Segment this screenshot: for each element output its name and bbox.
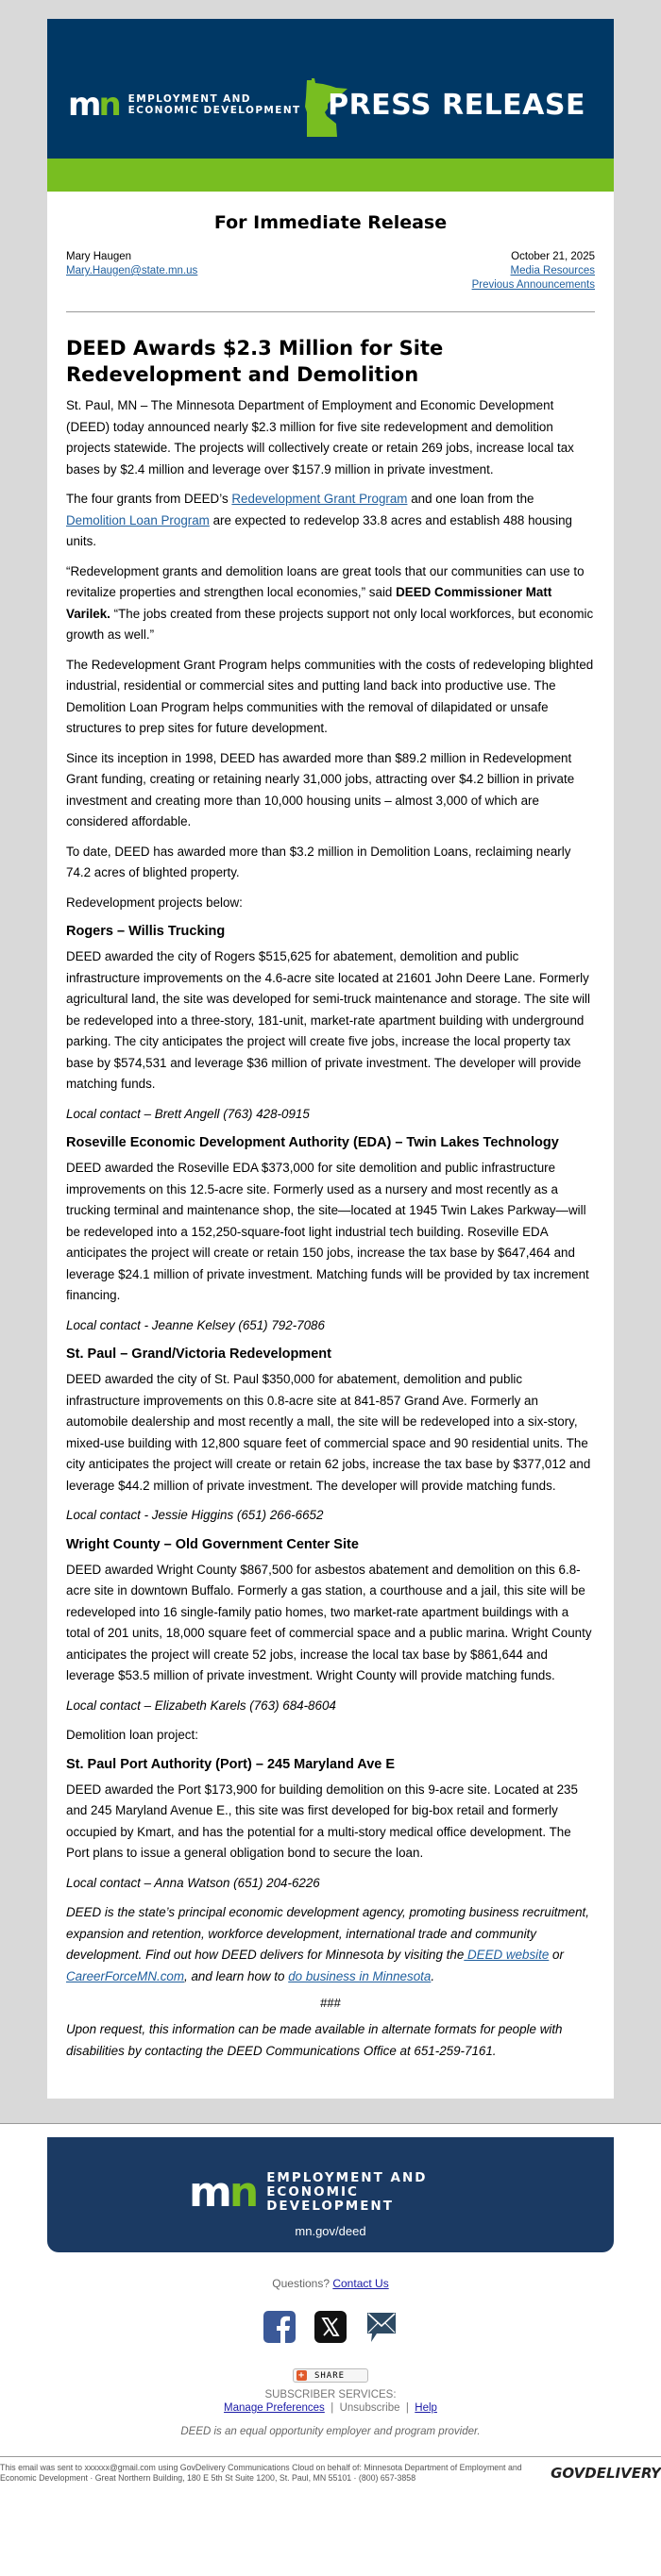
logo-line-2: ECONOMIC DEVELOPMENT [127, 105, 301, 116]
facebook-icon[interactable] [263, 2311, 296, 2343]
email-updates-icon[interactable] [365, 2311, 398, 2343]
project-body: DEED awarded the city of St. Paul $350,000 for abatement, demolition and public infrastructure improvements on this 0.8-acre site at 841-857 Grand Ave. Formerly an automobile dealership and most recently a mall, the site will be redeveloped into a six-story, mixed-use building with 12,800 square feet of commercial space and 90 residential units. The city anticipates the project will create or retain 62 jobs, increase the tax base by $377,012 and leverage $44.2 million of private investment. The developer will provide matching funds. [66, 1372, 591, 1493]
govdelivery-logo[interactable]: GOVDELIVERY [551, 2465, 661, 2482]
logo-line-1: EMPLOYMENT AND [127, 93, 251, 105]
commissioner-name: DEED Commissioner Matt Varilek. [66, 585, 552, 621]
demolition-loan-program-link[interactable]: Demolition Loan Program [66, 512, 210, 527]
redevelopment-grant-program-link[interactable]: Redevelopment Grant Program [231, 492, 408, 506]
footer-banner [47, 2137, 614, 2252]
project-body: DEED awarded the city of Rogers $515,625 for abatement, demolition and public infrastructure improvements on the 4.6-acre site located at 21601 John Deere Lane. Formerly agricultural land, the site was developed for semi-truck maintenance and storage. The site will be redeveloped into a three-story, 181-unit, market-rate apartment building with underground parking. The city anticipates the project will create five jobs, increase the local property tax base by $574,531 and leverage $36 million of private investment. The developer will provide matching funds. [66, 949, 591, 1091]
share-label: SHARE [314, 2370, 346, 2381]
for-immediate-release: For Immediate Release [213, 212, 448, 233]
paragraph-quote [66, 561, 595, 646]
subscriber-services-label: SUBSCRIBER SERVICES: [264, 2389, 397, 2400]
separator: | [330, 2402, 334, 2414]
text: . [431, 1968, 435, 1983]
text: DEED is the state’s principal economic development agency, promoting business recruitment, expansion and retention, workforce development, international trade and community development. Find out how DEED delivers for Minnesota by visiting the [66, 1905, 589, 1962]
deed-website-link[interactable]: DEED website [464, 1948, 550, 1962]
footer-url[interactable]: mn.gov/deed [295, 2224, 366, 2238]
project-body: DEED awarded Wright County $867,500 for asbestos abatement and demolition on this 6.8-acre site in downtown Buffalo. Formerly a gas station, a courthouse and a jail, this site will be redeveloped into 16 single-family patio homes, two market-rate apartment buildings with a total of 201 units, 18,000 square feet of commercial space and a public marina. Wright County anticipates the project will create 52 jobs, increase the local tax base by $861,644 and leverage $53.5 million of private investment. Wright County will provide matching funds. [66, 1562, 592, 1682]
projects-intro: Redevelopment projects below: [66, 895, 243, 910]
logo-text [128, 93, 301, 116]
contact-us-link[interactable]: Contact Us [332, 2277, 389, 2290]
do-business-in-minnesota-link[interactable]: do business in Minnesota [288, 1968, 432, 1983]
share-wrap [0, 2366, 661, 2383]
divider [66, 311, 595, 312]
date-links-block [472, 250, 595, 293]
project-body: DEED awarded the Roseville EDA $373,000 for site demolition and public infrastructure improvements on this 12.5-acre site. Formerly used as a nursery and most recently as a trucking terminal and maintenance shop, the site—located at 1945 Twin Lakes Parkway—will be redeveloped into a 152,250-square-foot light industrial tech building. Roseville EDA anticipates the project will create or retain 150 jobs, increase the tax base by $647,464 and leverage $24.1 million of private investment. Matching funds will be provided by tax increment financing. [66, 1161, 589, 1302]
share-button[interactable] [293, 2368, 368, 2383]
footer-deed-logo [189, 2167, 472, 2216]
project-contact: Local contact - Jessie Higgins (651) 266-6652 [66, 1508, 324, 1522]
project-item [66, 1345, 595, 1527]
project-title: Wright County – Old Government Center Site [66, 1536, 359, 1552]
careerforcemn-link[interactable]: CareerForceMN.com [66, 1968, 185, 1983]
loan-intro: Demolition loan project: [66, 1728, 198, 1742]
release-meta [66, 250, 595, 293]
release-content [47, 192, 614, 2099]
logo-m: m [189, 2167, 229, 2216]
help-link[interactable]: Help [415, 2402, 437, 2414]
project-title: St. Paul Port Authority (Port) – 245 Maryland Ave E [66, 1756, 396, 1772]
questions-label: Questions? [272, 2277, 333, 2290]
press-release-title: PRESS RELEASE [328, 89, 585, 122]
logo-line-1: EMPLOYMENT AND [266, 2170, 428, 2185]
project-body: DEED awarded the Port $173,900 for building demolition on this 9-acre site. Located at 235 and 245 Maryland Avenue E., this site was first developed for big-box retail and formerly occupied by Kmart, and has the potential for a multi-story medical office development. The Port plans to issue a general obligation bond to secure the loan. [66, 1781, 578, 1860]
media-resources-link[interactable]: Media Resources [510, 265, 595, 276]
end-mark: ### [320, 1996, 341, 2010]
project-item [66, 1133, 595, 1336]
release-date: October 21, 2025 [511, 251, 595, 262]
header-green-stripe [47, 159, 614, 192]
text: The four grants from DEED’s [66, 492, 232, 506]
questions-line [0, 2277, 661, 2290]
project-item [66, 922, 595, 1125]
project-item [66, 1535, 595, 1717]
loan-project-item [66, 1755, 595, 1895]
manage-preferences-link[interactable]: Manage Preferences [224, 2402, 325, 2414]
accessibility-notice: Upon request, this information can be made available in alternate formats for people with disabilities by contacting the DEED Communications Office at 651-259-7161. [66, 2022, 563, 2058]
social-links [0, 2311, 661, 2343]
contact-name: Mary Haugen [66, 251, 132, 262]
plus-icon: + [297, 2370, 305, 2381]
mn-logo-mark [189, 2167, 260, 2216]
about-deed [66, 1902, 595, 1987]
footer-divider [0, 2123, 661, 2124]
mn-logo-mark [68, 86, 122, 124]
contact-email-link[interactable]: Mary.Haugen@state.mn.us [66, 265, 198, 276]
paragraph-intro: St. Paul, MN – The Minnesota Department of Employment and Economic Development (DEED) today announced nearly $2.3 million for five site redevelopment and demolition projects statewide. The projects will collectively create or retain 269 jobs, increase local tax bases by $2.4 million and leverage over $157.9 million in private investment. [66, 398, 574, 477]
logo-text [266, 2171, 472, 2214]
text: and one loan from the [407, 492, 534, 506]
logo-line-2: ECONOMIC DEVELOPMENT [266, 2184, 394, 2214]
legal-text: This email was sent to xxxxxx@gmail.com using GovDelivery Communications Cloud on behalf of: Minnesota Department of Employment and Economic Development · Great Northern Building, 180 E 5th St Suite 1200, St. Paul, MN 55101 · (800) 657-3858 [0, 2463, 522, 2483]
headline: DEED Awards $2.3 Million for Site Redevelopment and Demolition [66, 337, 444, 386]
project-title: Rogers – Willis Trucking [66, 924, 226, 939]
paragraph-programs [66, 489, 595, 553]
x-twitter-icon[interactable] [314, 2311, 347, 2343]
previous-announcements-link[interactable]: Previous Announcements [471, 279, 595, 291]
subscriber-services [0, 2388, 661, 2415]
subscriber-links [0, 2401, 661, 2415]
paragraph-history: Since its inception in 1998, DEED has awarded more than $89.2 million in Redevelopment Grant funding, creating or retaining nearly 31,000 jobs, attracting over $4.2 billion in private investment and creating more than 10,000 housing units – almost 3,000 of which are considered affordable. [66, 750, 575, 828]
contact-block [66, 250, 197, 293]
paragraph-programs-description: The Redevelopment Grant Program helps communities with the costs of redeveloping blighted industrial, residential or commercial sites and putting land back into productive use. The Demolition Loan Program helps communities with the removal of dilapidated or unsafe structures to prep sites for future development. [66, 657, 594, 735]
paragraph-demolition-loans: To date, DEED has awarded more than $3.2 million in Demolition Loans, reclaiming nearly 74.2 acres of blighted property. [66, 844, 571, 879]
logo-m: m [68, 86, 99, 124]
legal-footer [0, 2457, 661, 2484]
text: “Redevelopment grants and demolition loans are great tools that our communities can use to revitalize properties and strengthen local economies,” said [66, 563, 585, 599]
text: , and learn how to [184, 1968, 289, 1983]
logo-n: n [98, 86, 122, 124]
project-title: Roseville Economic Development Authority (EDA) – Twin Lakes Technology [66, 1135, 559, 1150]
project-contact: Local contact – Anna Watson (651) 204-6226 [66, 1875, 320, 1890]
project-contact: Local contact – Brett Angell (763) 428-0915 [66, 1106, 310, 1121]
project-contact: Local contact – Elizabeth Karels (763) 684-8604 [66, 1698, 336, 1713]
text: “The jobs created from these projects support not only local workforces, but economic growth as well.” [66, 606, 594, 642]
unsubscribe-link[interactable]: Unsubscribe [339, 2402, 400, 2414]
text: are expected to redevelop 33.8 acres and establish 488 housing units. [66, 512, 572, 548]
project-title: St. Paul – Grand/Victoria Redevelopment [66, 1347, 331, 1362]
logo-n: n [229, 2167, 260, 2216]
project-contact: Local contact - Jeanne Kelsey (651) 792-7086 [66, 1317, 325, 1332]
deed-logo [68, 86, 301, 124]
separator: | [405, 2402, 409, 2414]
press-release-card [47, 19, 614, 2099]
text: or [549, 1948, 564, 1962]
eeo-statement: DEED is an equal opportunity employer and program provider. [180, 2426, 481, 2437]
header-banner [47, 19, 614, 159]
